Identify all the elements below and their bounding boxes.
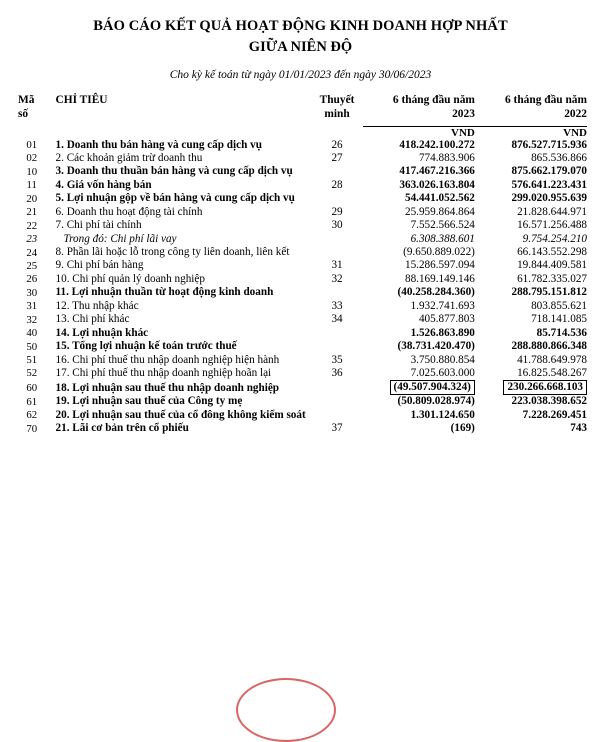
row-code: 20 [26,192,38,205]
header-note-line1: Thuyết [319,94,355,107]
row-code: 21 [26,206,38,219]
table-row [14,246,587,259]
row-value-2023: (169) [450,422,475,435]
row-indicator: 5. Lợi nhuận gộp về bán hàng và cung cấp dịch vụ [55,192,295,205]
table-row [14,300,587,313]
row-value-2022: 875.662.179.070 [511,165,587,178]
row-code: 70 [26,422,38,435]
row-value-2022: 576.641.223.431 [511,178,587,191]
row-value-2022: 21.828.644.971 [517,205,587,218]
row-indicator: 13. Chi phí khác [55,313,130,326]
report-period: Cho kỳ kế toán từ ngày 01/01/2023 đến ngày 30/06/2023 [169,69,432,82]
table-row [14,286,587,299]
row-code: 62 [26,409,38,422]
row-value-2023: (50.809.028.974) [397,395,475,408]
row-code: 52 [26,367,38,380]
row-value-2022: 7.228.269.451 [522,408,587,421]
row-value-2023: 1.301.124.650 [410,408,475,421]
header-note-line2: minh [324,108,350,121]
row-value-2022: 223.038.398.652 [511,395,587,408]
row-value-2022: 876.527.715.936 [511,138,587,151]
row-indicator: 12. Thu nhập khác [55,299,139,312]
row-note [311,192,362,205]
table-row [14,179,587,192]
row-value-2022: 16.825.548.267 [517,366,587,379]
row-value-2023: 6.308.388.601 [410,232,475,245]
row-value-2023: 88.169.149.146 [404,272,475,285]
row-indicator: 21. Lãi cơ bản trên cổ phiếu [55,422,189,435]
header-code-line2: số [18,108,29,121]
row-value-2023 [363,380,475,395]
table-row [14,273,587,286]
row-value-2023: 15.286.597.094 [404,259,475,272]
row-indicator: 15. Tổng lợi nhuận kế toán trước thuế [55,340,237,353]
row-code: 50 [26,340,38,353]
table-row [14,354,587,367]
unit-spacer-code [14,127,50,139]
row-indicator: 7. Chi phí tài chính [55,219,142,232]
row-value-2023: 7.552.566.524 [410,219,475,232]
row-indicator: 1. Doanh thu bán hàng và cung cấp dịch vụ [55,138,262,151]
row-code: 01 [26,139,38,152]
table-row [14,422,587,435]
row-code: 02 [26,152,38,165]
table-row [14,327,587,340]
row-code: 11 [26,179,37,192]
header-indicator: CHỈ TIÊU [55,94,108,107]
row-value-2022: 61.782.335.027 [517,272,587,285]
row-value-2022: 288.880.866.348 [511,340,587,353]
unit-spacer-name [50,127,312,139]
table-row [14,152,587,165]
row-value-2023: 363.026.163.804 [399,178,475,191]
unit-year2: VND [563,126,587,139]
unit-row [14,127,587,139]
row-value-2023: (9.650.889.022) [403,246,475,259]
row-note [311,286,362,299]
table-row [14,233,587,246]
row-indicator: 4. Giá vốn hàng bán [55,178,152,191]
row-value-2023: (40.258.284.360) [397,286,475,299]
row-value-2023: 25.959.864.864 [404,205,475,218]
row-indicator: 10. Chi phí quản lý doanh nghiệp [55,272,205,285]
row-note [311,327,362,340]
row-value-2023: 7.025.603.000 [410,366,475,379]
row-value-2023: 417.467.216.366 [399,165,475,178]
row-indicator: 9. Chi phí bán hàng [55,259,144,272]
row-code: 40 [26,327,38,340]
unit-year1: VND [451,126,475,139]
table-row [14,139,587,152]
header-year2 [475,93,587,124]
row-value-2022: 865.536.866 [531,151,587,164]
row-indicator: 3. Doanh thu thuần bán hàng và cung cấp dịch vụ [55,165,293,178]
row-value-2022: 16.571.256.488 [517,219,587,232]
row-note [311,233,362,246]
table-row [14,395,587,408]
row-code: 10 [26,165,38,178]
row-value-2022: 41.788.649.978 [517,353,587,366]
row-code: 26 [26,273,38,286]
table-row [14,367,587,380]
table-row [14,192,587,205]
page-title: BÁO CÁO KẾT QUẢ HOẠT ĐỘNG KINH DOANH HỢP NHẤT [93,18,508,34]
row-note: 26 [331,138,343,151]
row-note: 28 [331,178,343,191]
company-seal-stamp [236,678,336,742]
row-value-2022: 718.141.085 [531,313,587,326]
header-year2-line2: 2022 [564,108,587,121]
header-year1 [363,93,475,124]
row-value-2023: 3.750.880.854 [410,353,475,366]
row-note: 27 [331,151,343,164]
row-note [311,395,362,408]
row-note [311,340,362,353]
row-note [311,409,362,422]
row-value-2023: 1.932.741.693 [410,299,475,312]
row-indicator: 11. Lợi nhuận thuần từ hoạt động kinh doanh [55,286,274,299]
row-value-2022: 803.855.621 [531,299,587,312]
table-header-row [14,93,587,124]
row-note: 31 [331,259,343,272]
row-value-2023: (38.731.420.470) [397,340,475,353]
row-code: 60 [26,382,38,395]
header-code [14,93,50,124]
table-row [14,340,587,353]
row-code: 24 [26,246,38,259]
header-year2-line1: 6 tháng đầu năm [505,94,587,107]
row-value-2023: 405.877.803 [418,313,475,326]
row-value-2023: 1.526.863.890 [410,326,475,339]
row-note: 36 [331,366,343,379]
row-indicator: 6. Doanh thu hoạt động tài chính [55,205,203,218]
row-code: 31 [26,300,38,313]
row-value-2022: 19.844.409.581 [517,259,587,272]
table-row [14,206,587,219]
row-code: 32 [26,313,38,326]
report-page [0,16,601,703]
row-value-2022 [475,380,587,395]
row-value-2023-boxed: (49.507.904.324) [390,380,475,395]
row-code: 51 [26,354,38,367]
row-note [311,165,362,178]
table-body [14,139,587,436]
row-value-2023: 774.883.906 [418,151,475,164]
row-code: 23 [26,233,38,246]
row-note [311,380,362,395]
header-year1-line2: 2023 [452,108,475,121]
row-value-2022-boxed: 230.266.668.103 [503,380,587,395]
row-note: 34 [331,313,343,326]
row-indicator: 16. Chi phí thuế thu nhập doanh nghiệp hiện hành [55,353,280,366]
income-statement-table [14,93,587,436]
page-subtitle: GIỮA NIÊN ĐỘ [248,39,353,56]
row-note: 29 [331,205,343,218]
row-indicator: 17. Chi phí thuế thu nhập doanh nghiệp hoãn lại [55,366,272,379]
unit-spacer-note [311,127,362,139]
row-indicator: 2. Các khoản giảm trừ doanh thu [55,151,203,164]
table-row [14,380,587,395]
header-year1-line1: 6 tháng đầu năm [392,94,475,107]
row-indicator: 19. Lợi nhuận sau thuế của Công ty mẹ [55,395,243,408]
row-code: 22 [26,219,38,232]
row-note [311,246,362,259]
table-row [14,409,587,422]
row-note: 35 [331,353,343,366]
row-indicator: 8. Phần lãi hoặc lỗ trong công ty liên doanh, liên kết [55,246,290,259]
table-row [14,219,587,232]
table-row [14,259,587,272]
row-value-2022: 66.143.552.298 [517,246,587,259]
row-value-2023: 54.441.052.562 [404,192,475,205]
table-header [14,93,587,139]
header-code-line1: Mã [18,94,35,107]
row-code: 30 [26,286,38,299]
row-note: 37 [331,422,343,435]
row-indicator: 18. Lợi nhuận sau thuế thu nhập doanh nghiệp [55,381,280,394]
row-value-2022: 9.754.254.210 [522,232,587,245]
row-value-2022: 85.714.536 [536,326,587,339]
header-note [311,93,362,124]
row-indicator: Trong đó: Chi phí lãi vay [63,232,177,245]
row-code: 25 [26,259,38,272]
row-value-2023: 418.242.100.272 [399,138,475,151]
row-note: 30 [331,219,343,232]
row-value-2022: 288.795.151.812 [511,286,587,299]
row-value-2022: 299.020.955.639 [511,192,587,205]
row-indicator: 20. Lợi nhuận sau thuế của cổ đông không kiểm soát [55,408,306,421]
row-code: 61 [26,395,38,408]
row-note: 32 [331,272,343,285]
table-row [14,313,587,326]
row-indicator: 14. Lợi nhuận khác [55,326,149,339]
table-row [14,165,587,178]
row-note: 33 [331,299,343,312]
row-value-2022: 743 [570,422,587,435]
